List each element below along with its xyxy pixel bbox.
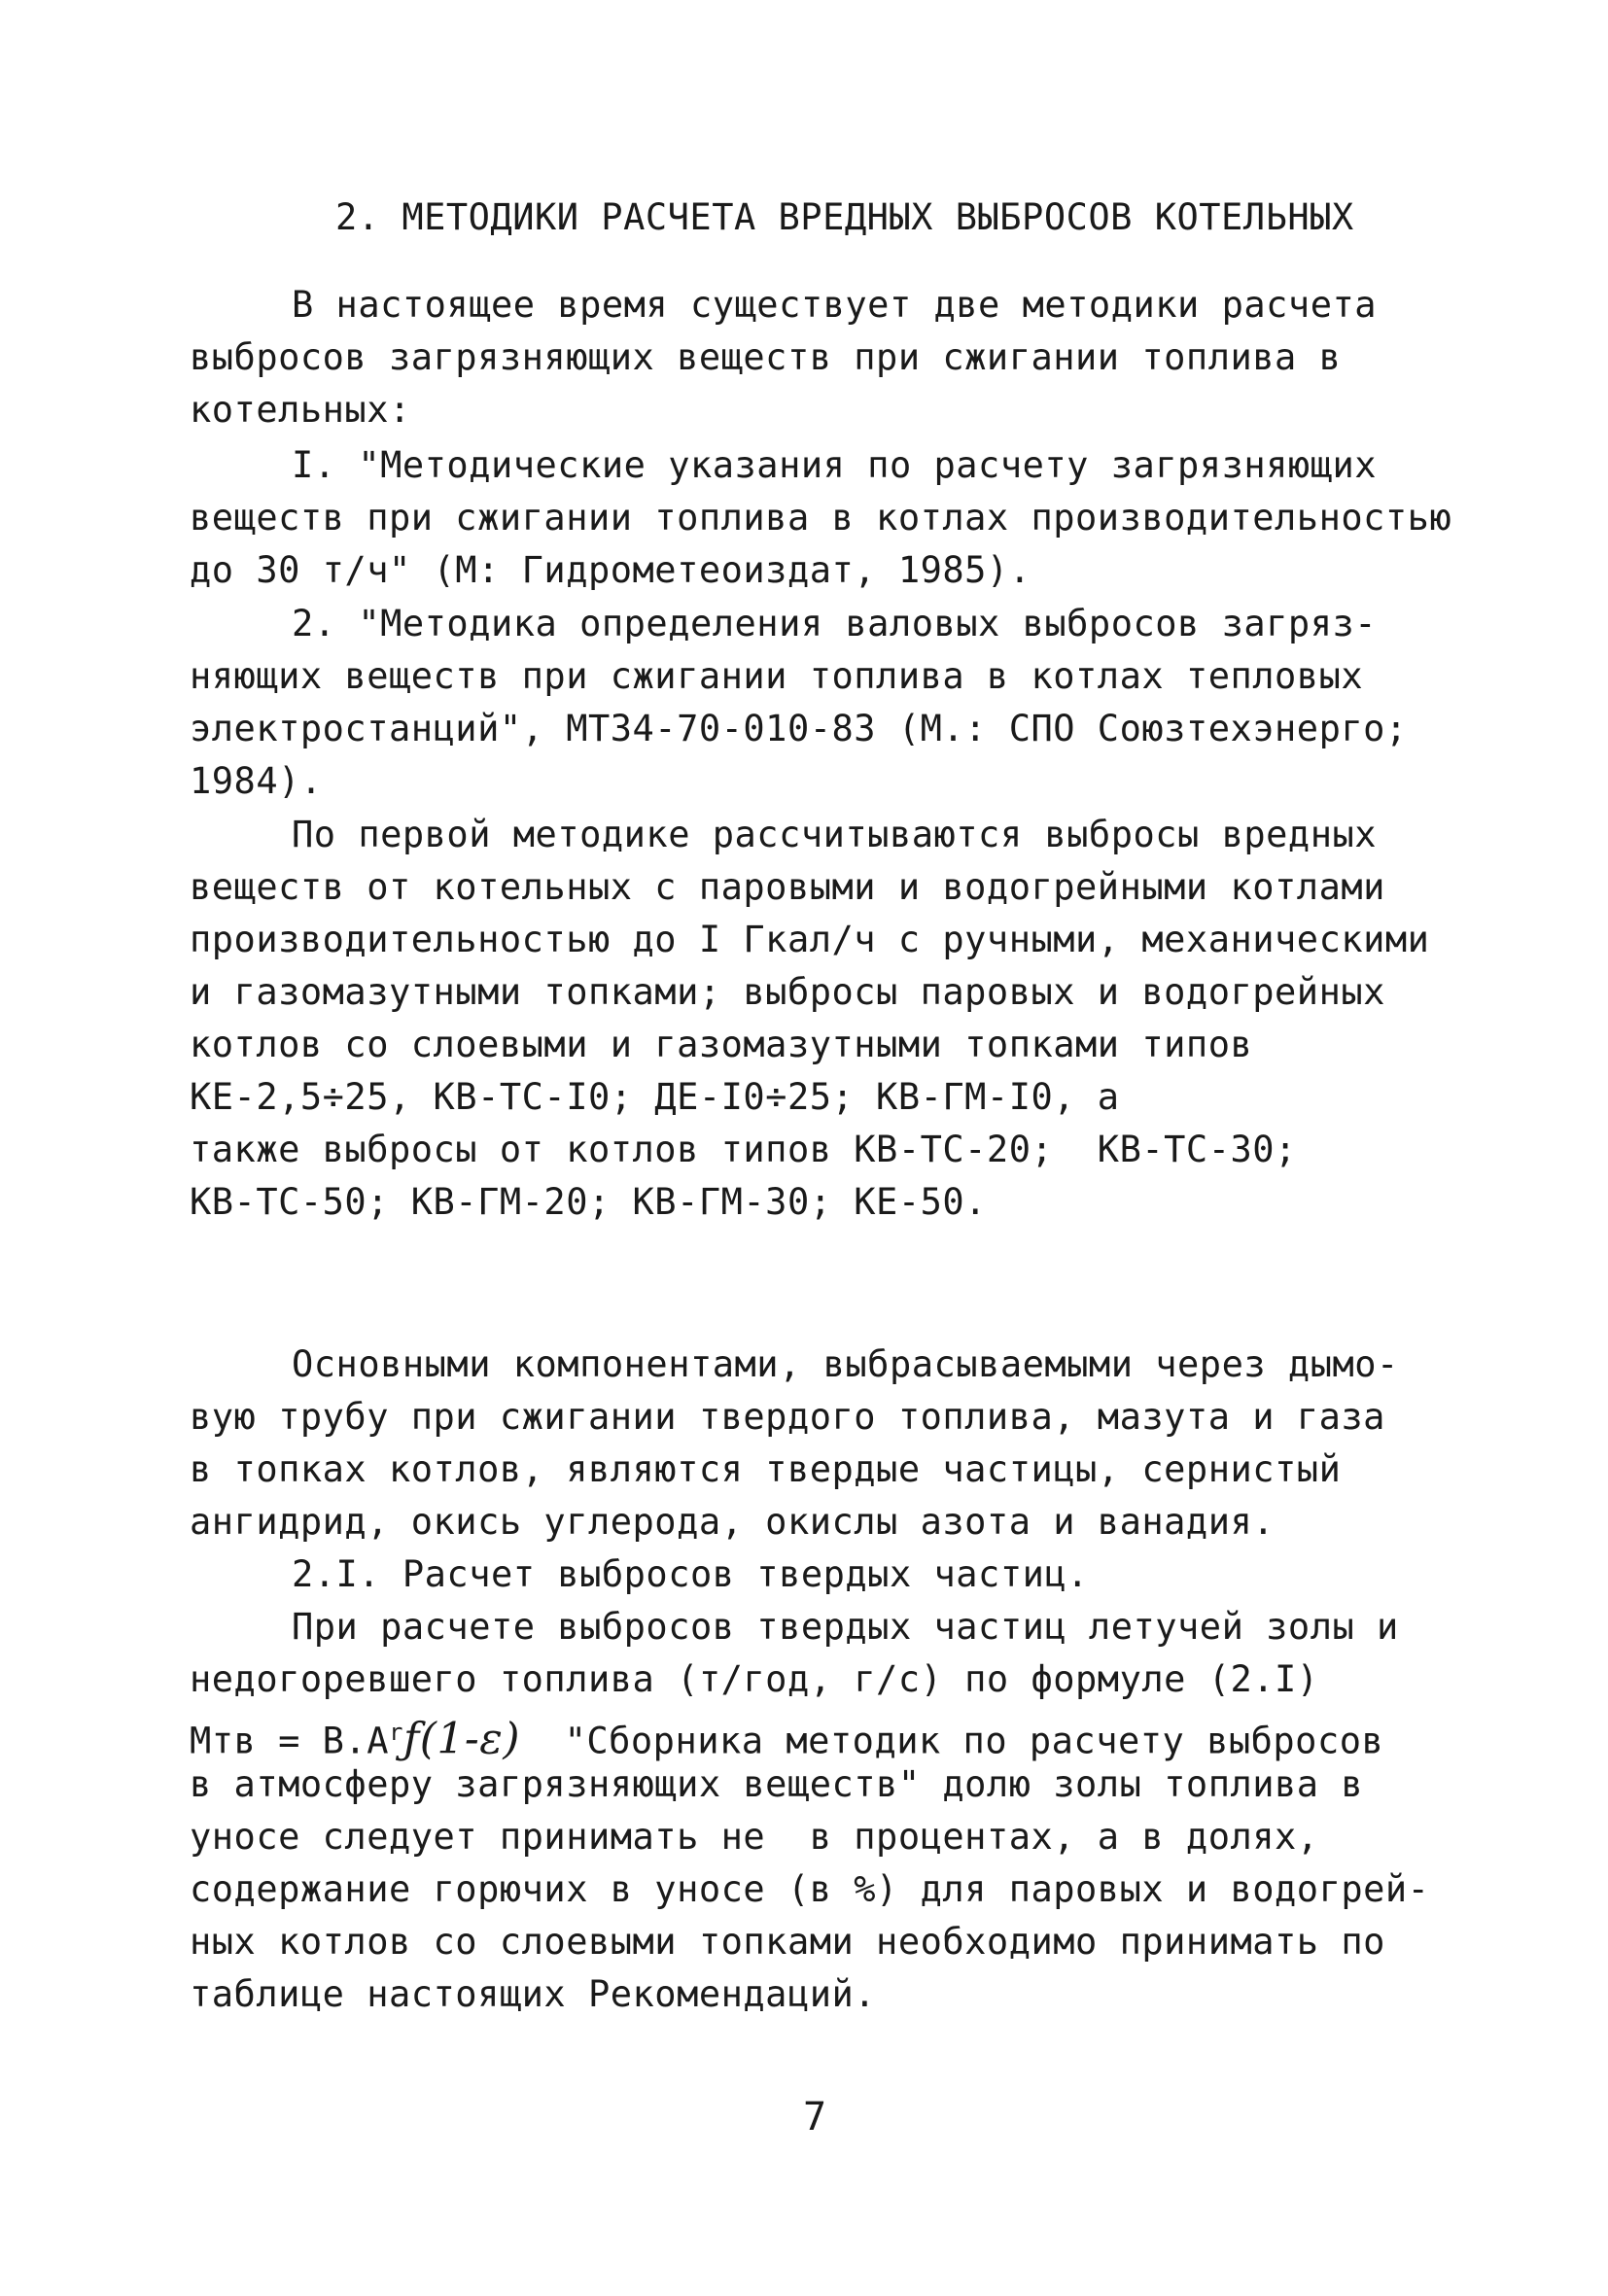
list-item-1-line: до 30 т/ч" (М: Гидрометеоиздат, 1985).	[190, 549, 1031, 591]
paragraph-line: в топках котлов, являются твердые частицы, сернистый	[190, 1448, 1342, 1490]
paragraph-line: котельных:	[190, 389, 411, 431]
list-item-1-line: I. "Методические указания по расчету загрязняющих	[292, 444, 1378, 486]
paragraph-line: Основными компонентами, выбрасываемыми через дымо-	[292, 1343, 1399, 1385]
paragraph-line: ных котлов со слоевыми топками необходимо принимать по	[190, 1921, 1385, 1963]
paragraph-line: котлов со слоевыми и газомазутными топками типов	[190, 1024, 1253, 1065]
paragraph-line: ангидрид, окись углерода, окислы азота и ванадия.	[190, 1501, 1276, 1543]
formula-lhs: Мтв = B.A	[190, 1720, 389, 1762]
formula-handwritten: ƒ(1-ɛ)	[402, 1714, 521, 1764]
paragraph-line: и газомазутными топками; выбросы паровых и водогрейных	[190, 971, 1385, 1013]
section-title: 2. МЕТОДИКИ РАСЧЕТА ВРЕДНЫХ ВЫБРОСОВ КОТЕЛЬНЫХ	[335, 196, 1354, 238]
paragraph-line: также выбросы от котлов типов КВ-ТС-20; КВ-ТС-30;	[190, 1129, 1297, 1170]
list-item-2-line: няющих веществ при сжигании топлива в котлах тепловых	[190, 655, 1364, 697]
paragraph-line: веществ от котельных с паровыми и водогрейными котлами	[190, 866, 1385, 908]
paragraph-line: При расчете выбросов твердых частиц летучей золы и	[292, 1606, 1399, 1648]
paragraph-line: В настоящее время существует две методики расчета	[292, 284, 1378, 326]
paragraph-line: КЕ-2,5÷25, КВ-ТС-I0; ДЕ-I0÷25; КВ-ГМ-I0, а	[190, 1076, 1120, 1118]
list-item-2-line: 1984).	[190, 760, 323, 802]
paragraph-line: производительностью до I Гкал/ч с ручными, механическими	[190, 919, 1430, 960]
formula-superscript: r	[388, 1719, 403, 1746]
paragraph-line: в атмосферу загрязняющих веществ" долю золы топлива в	[190, 1763, 1364, 1805]
list-item-2-line: электростанций", МТ34-70-010-83 (М.: СПО Союзтехэнерго;	[190, 708, 1408, 749]
paragraph-line: уносе следует принимать не в процентах, а в долях,	[190, 1816, 1319, 1858]
paragraph-line: содержание горючих в уносе (в %) для паровых и водогрей-	[190, 1868, 1430, 1910]
paragraph-line: вую трубу при сжигании твердого топлива, мазута и газа	[190, 1396, 1385, 1438]
list-item-1-line: веществ при сжигании топлива в котлах производительностью	[190, 497, 1452, 539]
paragraph-line: недогоревшего топлива (т/год, г/с) по формуле (2.I)	[190, 1658, 1319, 1700]
formula-line	[190, 1709, 1383, 1764]
paragraph-line: По первой методике рассчитываются выбросы вредных	[292, 814, 1378, 855]
page-number: 7	[803, 2095, 827, 2139]
paragraph-line: выбросов загрязняющих веществ при сжигании топлива в	[190, 336, 1342, 378]
formula-rest: "Сборника методик по расчету выбросов	[520, 1720, 1384, 1762]
list-item-2-line: 2. "Методика определения валовых выбросов загряз-	[292, 603, 1378, 644]
paragraph-line: таблице настоящих Рекомендаций.	[190, 1973, 877, 2015]
subsection-heading: 2.I. Расчет выбросов твердых частиц.	[292, 1553, 1089, 1595]
paragraph-line: КВ-ТС-50; КВ-ГМ-20; КВ-ГМ-30; КЕ-50.	[190, 1181, 987, 1223]
